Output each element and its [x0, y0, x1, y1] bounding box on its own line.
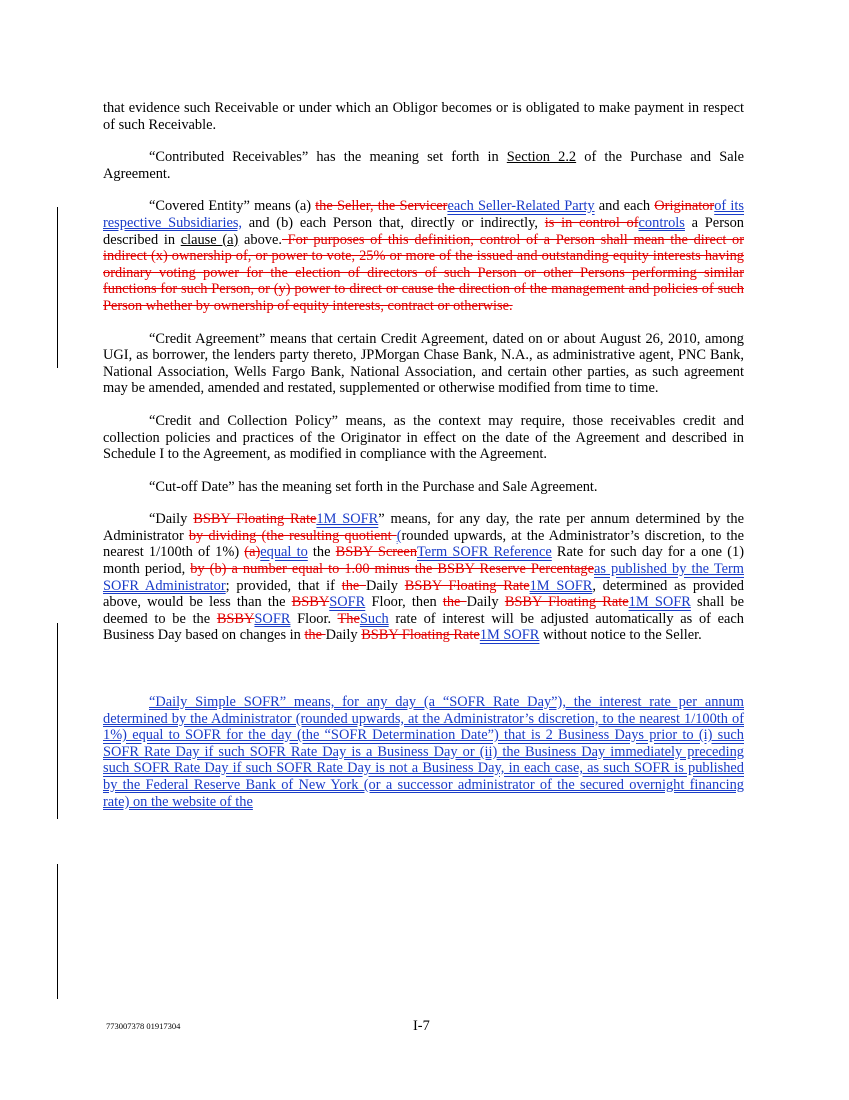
deleted-text: the: [442, 594, 467, 611]
deleted-text: is in control of: [544, 214, 639, 231]
deleted-text: BSBY Floating Rate: [193, 511, 317, 528]
page-number: I-7: [413, 1018, 430, 1034]
deleted-text: the: [341, 577, 367, 594]
inserted-text: Such: [359, 610, 389, 627]
change-bar: [57, 864, 58, 999]
definition-daily-simple-sofr: [103, 694, 744, 810]
text-run: and each: [594, 198, 655, 215]
text-run: “Credit and Collection Policy” means, as the context may require, those receivables credit and collection policies and practices of the Originator in effect on the date of the Agreement and described in Schedule I to the Agreement, as modified in compliance with the Agreement.: [103, 412, 744, 463]
text-run: that evidence such Receivable or under which an Obligor becomes or is obligated to make payment in respect of such Receivable.: [103, 100, 744, 133]
definition-contributed-receivables: [103, 149, 744, 182]
text-run: ” means, for any day, the rate per annum determined by the Administrator: [103, 511, 744, 544]
deleted-text: by dividing (the resulting quotient: [188, 527, 397, 544]
deleted-text: the Seller, the Servicer: [315, 198, 448, 215]
text-run: of the Purchase and Sale Agreement.: [103, 149, 744, 182]
change-bar: [57, 623, 58, 819]
text-run: Floor, then: [365, 594, 443, 611]
text-run: a Person described in: [103, 214, 744, 248]
deleted-text: the: [304, 627, 326, 644]
inserted-text: as published by the Term SOFR Administrator: [103, 561, 744, 594]
underlined-reference: clause (a): [180, 231, 239, 248]
inserted-text: (: [396, 527, 402, 544]
definition-covered-entity: [103, 198, 744, 314]
inserted-text: controls: [638, 214, 685, 231]
text-run: above.: [238, 231, 282, 248]
text-run: shall be deemed to be the: [103, 594, 744, 627]
deleted-text: BSBY: [216, 610, 255, 627]
text-run: “Covered Entity” means (a): [149, 198, 316, 215]
deleted-text: Originator: [654, 198, 715, 215]
definition-daily-1m-sofr: [103, 511, 744, 644]
document-id: 773007378 01917304: [106, 1021, 181, 1031]
deleted-text: The: [337, 610, 360, 627]
text-run: “Credit Agreement” means that certain Credit Agreement, dated on or about August 26, 2010, among UGI, as borrower, the lenders party thereto, JPMorgan Chase Bank, N.A., as administrative agent, PNC Bank, National Association, Wells Fargo Bank, National Association, and certain other parties, as such agreement may be amended, amended and restated, supplemented or otherwise modified from time to time.: [103, 330, 744, 397]
text-run: “Daily: [149, 511, 194, 528]
change-bar: [57, 207, 58, 368]
text-run: rate of interest will be adjusted automatically as of each Business Day based on changes in: [103, 610, 744, 644]
underlined-reference: Section 2.2: [506, 149, 577, 166]
deleted-text: BSBY Floating Rate: [361, 627, 480, 644]
inserted-text: Term SOFR Reference: [417, 544, 552, 561]
inserted-text: equal to: [260, 544, 308, 561]
deleted-text: by (b) a number equal to 1.00 minus the BSBY Reserve Percentage: [190, 561, 595, 578]
definition-credit-and-collection-policy: [103, 413, 744, 463]
text-run: Daily: [466, 594, 505, 611]
text-run: , determined as provided above, would be less than the: [103, 577, 744, 611]
text-run: Floor.: [290, 610, 338, 627]
deleted-text: BSBY Floating Rate: [504, 594, 629, 611]
text-run: without notice to the Seller.: [539, 627, 702, 644]
deleted-text: (a): [244, 544, 261, 561]
text-run: the: [307, 544, 336, 561]
text-run: “Cut-off Date” has the meaning set forth in the Purchase and Sale Agreement.: [149, 478, 598, 495]
text-run: Daily: [325, 627, 362, 644]
inserted-text: “Daily Simple SOFR” means, for any day (a “SOFR Rate Day”), the interest rate per annum determined by the Administrator (rounded upwards, at the Administrator’s discretion, to the nearest 1/100th of 1%) equal to SOFR for the day (the “SOFR Determination Date”) that is 2 Business Days prior to (i) such SOFR Rate Day if such SOFR Rate Day is a Business Day or (ii) the Business Day immediately preceding such SOFR Rate Day if such SOFR Rate Day is not a Business Day, in each case, as such SOFR is published by the Federal Reserve Bank of New York (or a successor administrator of the secured overnight financing rate) on the website of the: [103, 694, 744, 810]
text-run: “Contributed Receivables” has the meaning set forth in: [149, 149, 507, 166]
text-run: Rate for such day for a one (1) month period,: [103, 544, 744, 578]
text-run: and (b) each Person that, directly or indirectly,: [242, 214, 545, 231]
deleted-text: BSBY Floating Rate: [404, 577, 530, 594]
inserted-text: SOFR: [254, 610, 291, 627]
inserted-text: 1M SOFR: [479, 627, 540, 644]
definition-credit-agreement: [103, 331, 744, 397]
deleted-text: For purposes of this definition, control of a Person shall mean the direct or indirect (x) ownership of, or power to vote, 25% or more of the issued and outstanding equity interests having ordinary voting power for the election of directors of such Person or other Persons performing similar functions for such Person, or (y) power to direct or cause the direction of the management and policies of such Person whether by ownership of equity interests, contract or otherwise.: [103, 231, 745, 314]
inserted-text: 1M SOFR: [316, 511, 379, 528]
text-run: ; provided, that if: [225, 577, 342, 594]
paragraph-receivable-continuation: [103, 100, 744, 133]
definition-cut-off-date: [103, 479, 744, 496]
text-run: Daily: [366, 577, 405, 594]
inserted-text: each Seller-Related Party: [447, 198, 595, 215]
deleted-text: BSBY Screen: [335, 544, 418, 561]
inserted-text: SOFR: [329, 594, 366, 611]
text-run: rounded upwards, at the Administrator’s discretion, to the nearest 1/100th of 1%): [103, 527, 744, 561]
document-page: [103, 100, 744, 810]
inserted-text: 1M SOFR: [628, 594, 691, 611]
deleted-text: BSBY: [291, 594, 330, 611]
inserted-text: of its respective Subsidiaries,: [103, 198, 745, 231]
inserted-text: 1M SOFR: [529, 577, 593, 594]
